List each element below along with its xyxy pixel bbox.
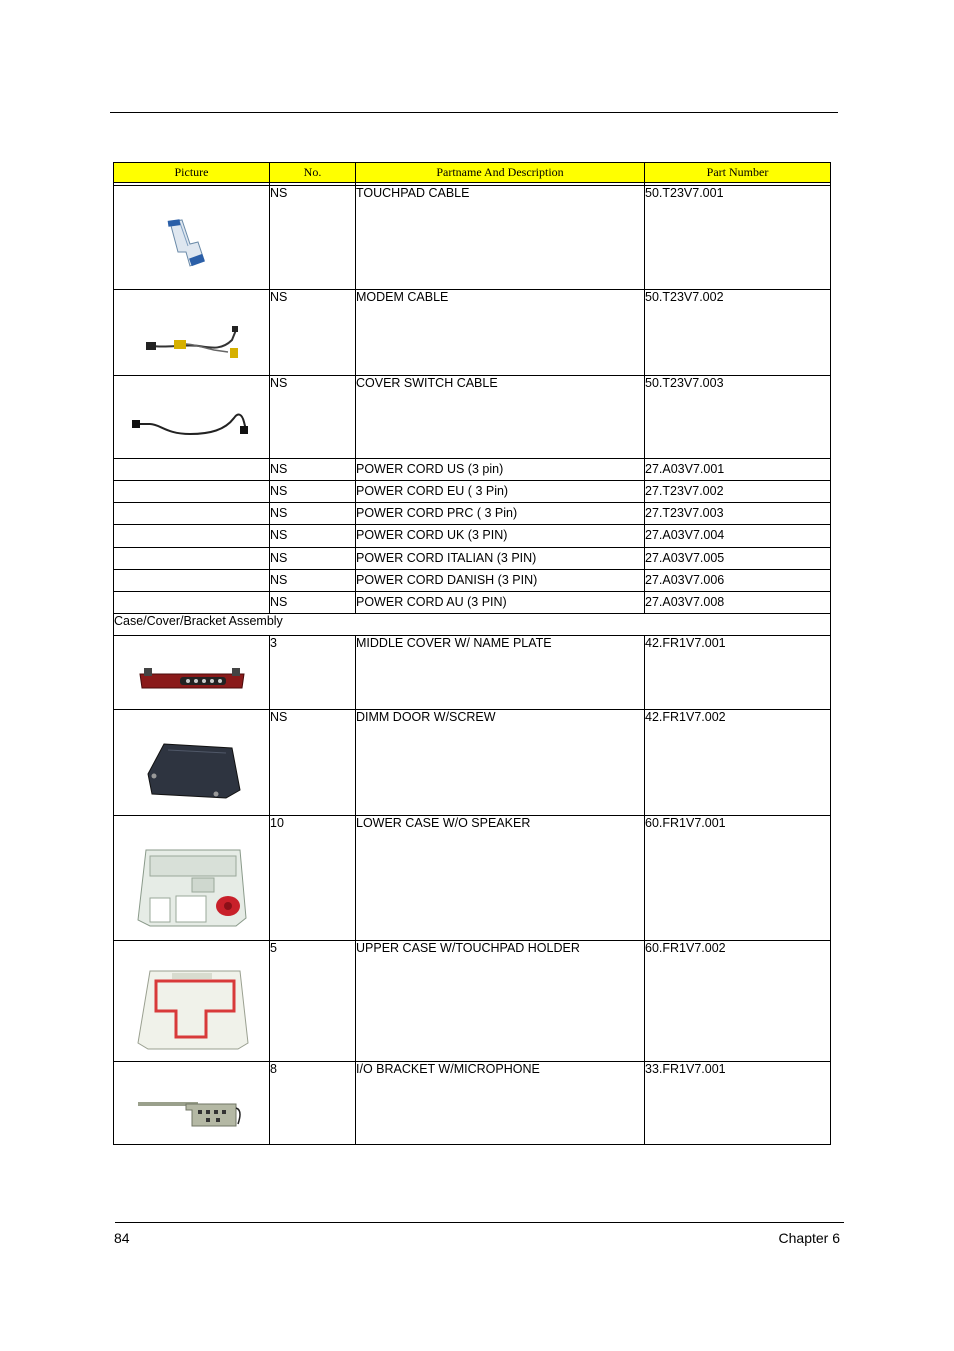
part-no: NS (270, 570, 356, 592)
table-row (114, 290, 831, 376)
table-row (114, 186, 831, 290)
picture-cell (114, 636, 270, 710)
table-row (114, 710, 831, 816)
table-row (114, 570, 831, 592)
part-no: NS (270, 290, 356, 376)
cover-switch-cable-image (130, 404, 254, 442)
part-number: 27.T23V7.002 (645, 481, 831, 503)
picture-cell (114, 290, 270, 376)
header-picture: Picture (114, 163, 270, 183)
part-description: POWER CORD EU ( 3 Pin) (356, 481, 645, 503)
picture-cell (114, 592, 270, 614)
part-no: 10 (270, 816, 356, 941)
part-description: MIDDLE COVER W/ NAME PLATE (356, 636, 645, 710)
header-part-number: Part Number (645, 163, 831, 183)
header-no: No. (270, 163, 356, 183)
table-row (114, 816, 831, 941)
table-row (114, 548, 831, 570)
picture-cell (114, 816, 270, 941)
picture-cell (114, 186, 270, 290)
part-number: 27.A03V7.005 (645, 548, 831, 570)
chapter-label: Chapter 6 (778, 1230, 840, 1246)
table-header-row (114, 163, 831, 183)
parts-table (113, 162, 831, 1145)
picture-cell (114, 481, 270, 503)
part-number: 27.A03V7.001 (645, 459, 831, 481)
part-no: NS (270, 459, 356, 481)
part-number: 50.T23V7.002 (645, 290, 831, 376)
table-row (114, 592, 831, 614)
page-number: 84 (114, 1230, 130, 1246)
picture-cell (114, 570, 270, 592)
part-no: NS (270, 503, 356, 525)
footer-rule (115, 1222, 844, 1223)
part-description: COVER SWITCH CABLE (356, 376, 645, 459)
part-description: MODEM CABLE (356, 290, 645, 376)
picture-cell (114, 548, 270, 570)
part-description: TOUCHPAD CABLE (356, 186, 645, 290)
table-row (114, 525, 831, 548)
part-number: 50.T23V7.001 (645, 186, 831, 290)
part-no: 5 (270, 941, 356, 1062)
table-row (114, 941, 831, 1062)
part-number: 42.FR1V7.001 (645, 636, 831, 710)
part-description: UPPER CASE W/TOUCHPAD HOLDER (356, 941, 645, 1062)
part-number: 27.A03V7.006 (645, 570, 831, 592)
picture-cell (114, 710, 270, 816)
picture-cell (114, 376, 270, 459)
modem-cable-image (144, 322, 244, 362)
io-bracket-image (136, 1096, 246, 1132)
part-number: 60.FR1V7.002 (645, 941, 831, 1062)
middle-cover-image (136, 664, 248, 694)
header-rule (110, 112, 838, 113)
lower-case-image (136, 848, 250, 928)
part-no: NS (270, 186, 356, 290)
part-number: 42.FR1V7.002 (645, 710, 831, 816)
part-no: NS (270, 592, 356, 614)
picture-cell (114, 459, 270, 481)
part-description: I/O BRACKET W/MICROPHONE (356, 1062, 645, 1145)
table-row (114, 481, 831, 503)
part-description: POWER CORD US (3 pin) (356, 459, 645, 481)
table-row (114, 636, 831, 710)
part-number: 33.FR1V7.001 (645, 1062, 831, 1145)
part-no: NS (270, 481, 356, 503)
picture-cell (114, 1062, 270, 1145)
part-number: 27.T23V7.003 (645, 503, 831, 525)
part-description: POWER CORD ITALIAN (3 PIN) (356, 548, 645, 570)
part-no: 8 (270, 1062, 356, 1145)
part-description: POWER CORD DANISH (3 PIN) (356, 570, 645, 592)
picture-cell (114, 941, 270, 1062)
part-number: 27.A03V7.004 (645, 525, 831, 548)
part-description: DIMM DOOR W/SCREW (356, 710, 645, 816)
part-no: NS (270, 376, 356, 459)
picture-cell (114, 503, 270, 525)
part-no: NS (270, 548, 356, 570)
part-no: NS (270, 710, 356, 816)
table-row (114, 376, 831, 459)
part-description: POWER CORD AU (3 PIN) (356, 592, 645, 614)
header-description: Partname And Description (356, 163, 645, 183)
section-title: Case/Cover/Bracket Assembly (114, 614, 831, 636)
table-row (114, 1062, 831, 1145)
part-description: POWER CORD PRC ( 3 Pin) (356, 503, 645, 525)
part-number: 60.FR1V7.001 (645, 816, 831, 941)
part-no: 3 (270, 636, 356, 710)
part-description: LOWER CASE W/O SPEAKER (356, 816, 645, 941)
picture-cell (114, 525, 270, 548)
part-no: NS (270, 525, 356, 548)
section-row (114, 614, 831, 636)
part-description: POWER CORD UK (3 PIN) (356, 525, 645, 548)
dimm-door-image (146, 738, 242, 802)
part-number: 27.A03V7.008 (645, 592, 831, 614)
table-row (114, 459, 831, 481)
table-row (114, 503, 831, 525)
touchpad-cable-image (164, 216, 220, 272)
part-number: 50.T23V7.003 (645, 376, 831, 459)
upper-case-image (136, 967, 250, 1051)
